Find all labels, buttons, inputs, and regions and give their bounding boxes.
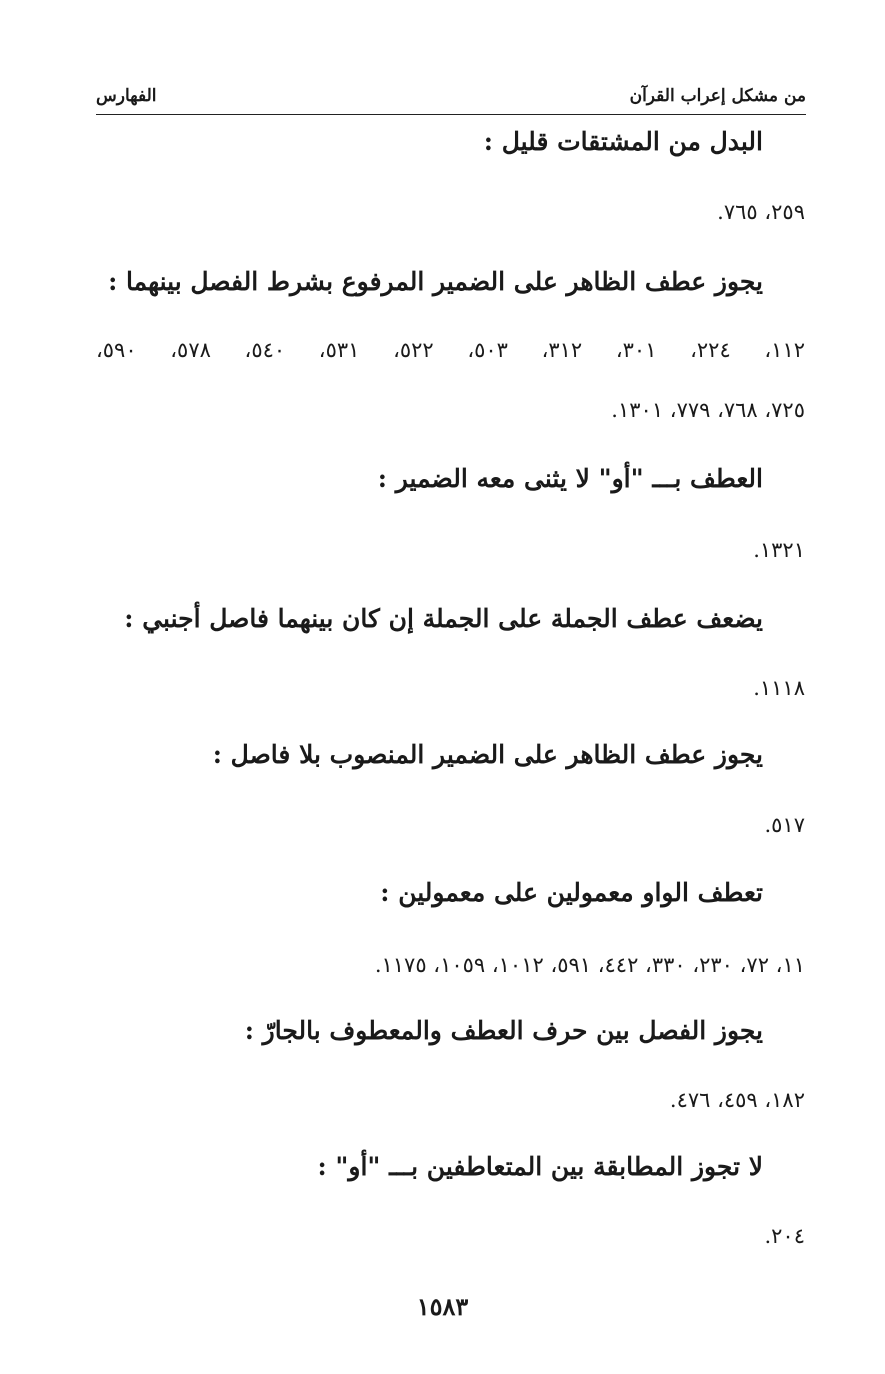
entry-references: ١١١٨. [753,676,805,700]
entry-references: ٧٢٥، ٧٦٨، ٧٧٩، ١٣٠١. [611,398,805,422]
entry-references: ١١٢، ٢٢٤، ٣٠١، ٣١٢، ٥٠٣، ٥٢٢، ٥٣١، ٥٤٠، ٥٧٨، ٥٩٠، [96,338,806,362]
entry-references: ١١، ٧٢، ٢٣٠، ٣٣٠، ٤٤٢، ٥٩١، ١٠١٢، ١٠٥٩، ١١٧٥. [374,953,805,977]
entry-heading: يجوز الفصل بين حرف العطف والمعطوف بالجارّ : [244,1016,763,1045]
page-number: ١٥٨٣ [416,1292,469,1321]
section-title: الفهارس [96,86,157,106]
entry-references: ٢٠٤. [764,1224,805,1248]
entry-heading: يضعف عطف الجملة على الجملة إن كان بينهما فاصل أجنبي : [124,604,763,633]
running-header [96,86,806,115]
entry-heading: يجوز عطف الظاهر على الضمير المنصوب بلا فاصل : [212,740,763,769]
entry-heading: العطف بـــ "أو" لا يثنى معه الضمير : [377,464,763,493]
entry-heading: لا تجوز المطابقة بين المتعاطفين بـــ "أو" : [317,1152,763,1181]
entry-heading: يجوز عطف الظاهر على الضمير المرفوع بشرط الفصل بينهما : [108,267,763,296]
entry-references: ١٣٢١. [753,538,805,562]
entry-references: ١٨٢، ٤٥٩، ٤٧٦. [669,1088,805,1112]
entry-references: ٢٥٩، ٧٦٥. [717,200,805,224]
book-title: من مشكل إعراب القرآن [629,86,806,106]
entry-heading: تعطف الواو معمولين على معمولين : [380,878,763,907]
entry-heading: البدل من المشتقات قليل : [483,127,763,156]
entry-references: ٥١٧. [764,813,805,837]
